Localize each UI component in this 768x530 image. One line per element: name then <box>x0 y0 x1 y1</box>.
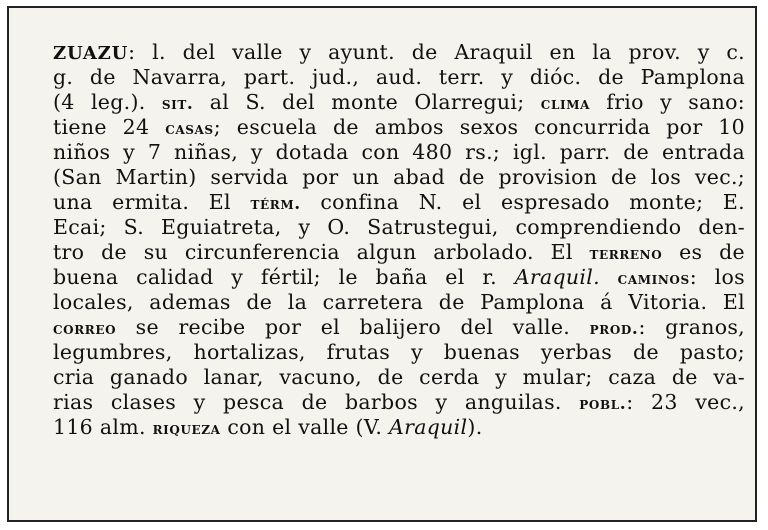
entry-line-15-segment-2: pobl. <box>579 394 627 414</box>
entry-line-10-segment-3 <box>600 265 618 289</box>
entry-line-14 <box>53 365 745 390</box>
entry-line-11-segment-1: locales, ademas de la carretera de Pamplona á Vitoria. El <box>53 290 745 314</box>
entry-line-14-segment-1: cria ganado lanar, vacuno, de cerda y mular; caza de va- <box>53 365 745 389</box>
entry-line-16-segment-5: ). <box>467 415 483 439</box>
entry-line-1 <box>53 40 745 65</box>
entry-line-3-segment-4: clima <box>540 94 590 114</box>
entry-line-7-segment-2: térm. <box>250 194 301 214</box>
entry-line-16 <box>53 415 745 440</box>
entry-line-10-segment-5: : los <box>689 265 745 289</box>
entry-line-5 <box>53 140 745 165</box>
entry-line-10-segment-2: Araquil. <box>514 265 600 289</box>
entry-line-3-segment-5: frio y sano: <box>590 90 745 114</box>
entry-line-9-segment-1: tro de su circunferencia algun arbolado. El <box>53 240 590 264</box>
entry-line-4-segment-2: casas <box>165 119 214 139</box>
entry-line-8-segment-1: Ecai; S. Eguiatreta, y O. Satrustegui, comprendiendo den- <box>53 215 745 239</box>
entry-line-12-segment-1: correo <box>53 319 117 339</box>
entry-line-4 <box>53 115 745 140</box>
entry-line-5-segment-1: niños y 7 niñas, y dotada con 480 rs.; igl. parr. de entrada <box>53 140 745 164</box>
entry-line-9 <box>53 240 745 265</box>
entry-line-7-segment-3: confina N. el espresado monte; E. <box>300 190 745 214</box>
dictionary-entry-zuazu <box>53 40 745 440</box>
entry-line-7-segment-1: una ermita. El <box>53 190 251 214</box>
entry-line-8 <box>53 215 745 240</box>
entry-line-10-segment-1: buena calidad y fértil; le baña el r. <box>53 265 515 289</box>
entry-line-3-segment-3: al S. del monte Olarregui; <box>193 90 541 114</box>
entry-line-1-segment-1: ZUAZU <box>53 43 129 64</box>
entry-line-16-segment-1: 116 alm. <box>53 415 153 439</box>
entry-line-12-segment-2: se recibe por el balijero del valle. <box>116 315 590 339</box>
entry-line-12 <box>53 315 745 340</box>
entry-line-16-segment-2: riqueza <box>152 419 221 439</box>
entry-frame <box>7 6 757 522</box>
entry-line-15-segment-3: : 23 vec., <box>626 390 745 414</box>
entry-line-11 <box>53 290 745 315</box>
entry-line-10 <box>53 265 745 290</box>
entry-line-1-segment-2: : l. del valle y ayunt. de Araquil en la prov. y c. <box>128 40 745 64</box>
entry-line-3 <box>53 90 745 115</box>
entry-line-3-segment-2: sit. <box>161 94 194 114</box>
entry-line-15-segment-1: rias clases y pesca de barbos y anguilas. <box>53 390 580 414</box>
entry-line-9-segment-2: terreno <box>589 244 663 264</box>
entry-line-3-segment-1: (4 leg.). <box>53 90 162 114</box>
entry-line-13-segment-1: legumbres, hortalizas, frutas y buenas yerbas de pasto; <box>53 340 745 364</box>
entry-line-16-segment-4: Araquil <box>389 415 468 439</box>
entry-line-2-segment-1: g. de Navarra, part. jud., aud. terr. y dióc. de Pamplona <box>53 65 745 89</box>
entry-line-15 <box>53 390 745 415</box>
entry-line-4-segment-3: ; escuela de ambos sexos concurrida por 10 <box>213 115 745 139</box>
entry-line-9-segment-3: es de <box>662 240 745 264</box>
entry-line-10-segment-4: caminos <box>617 269 690 289</box>
entry-line-6 <box>53 165 745 190</box>
entry-line-7 <box>53 190 745 215</box>
entry-line-12-segment-4: : granos, <box>638 315 745 339</box>
entry-line-2 <box>53 65 745 90</box>
entry-line-6-segment-1: (San Martin) servida por un abad de provision de los vec.; <box>53 165 745 189</box>
entry-line-4-segment-1: tiene 24 <box>53 115 166 139</box>
entry-line-12-segment-3: prod. <box>589 319 639 339</box>
entry-line-13 <box>53 340 745 365</box>
entry-line-16-segment-3: con el valle (V. <box>220 415 390 439</box>
